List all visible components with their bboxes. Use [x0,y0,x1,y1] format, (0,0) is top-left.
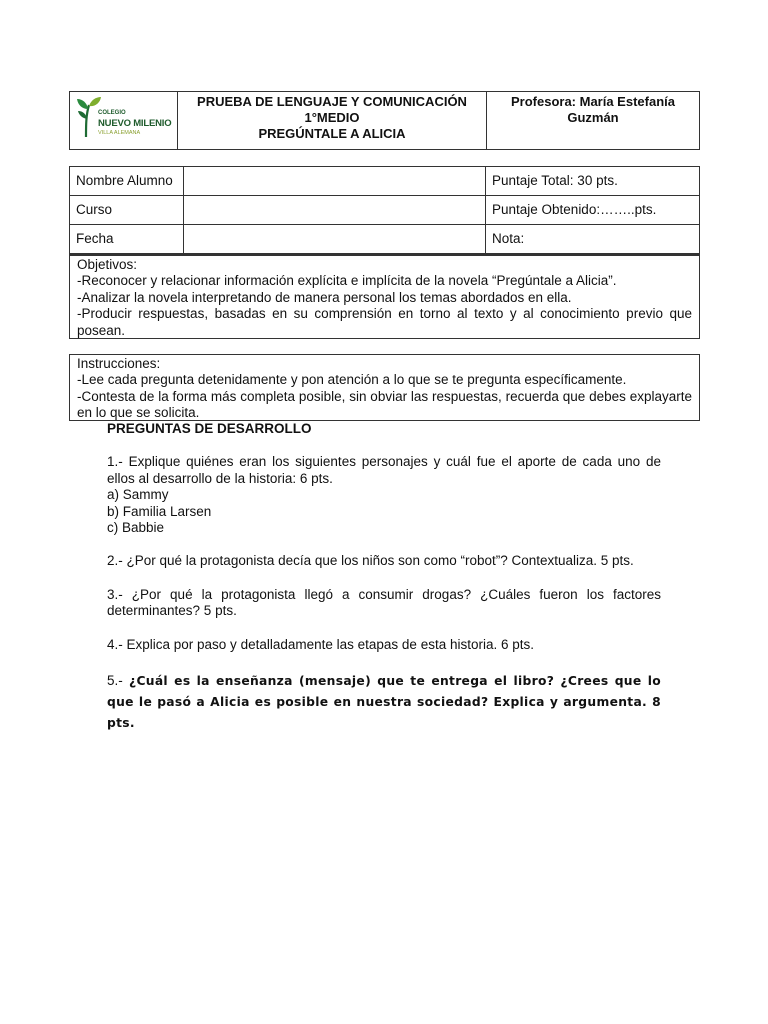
teacher-line-1: Profesora: María Estefanía [510,94,675,109]
question-1-option: a) Sammy [107,487,169,503]
exam-title-line-2: 1°MEDIO [304,110,360,125]
student-name-field[interactable] [184,167,486,196]
question-2: 2.- ¿Por qué la protagonista decía que los niños son como “robot”? Contextualiza. 5 pts. [107,553,634,569]
objectives-box [69,254,700,339]
date-label: Fecha [70,225,184,254]
logo-line-1: COLEGIO [98,110,126,116]
questions-section [107,421,661,734]
teacher-line-2: Guzmán [567,110,619,125]
total-score-label: Puntaje Total: 30 pts. [486,167,700,196]
question-5 [107,670,661,734]
table-row [70,196,700,225]
student-name-label: Nombre Alumno [70,167,184,196]
course-label: Curso [70,196,184,225]
logo-line-3: VILLA ALEMANA [98,130,141,136]
exam-title-line-3: PREGÚNTALE A ALICIA [258,126,406,141]
teacher-cell [487,92,700,150]
course-field[interactable] [184,196,486,225]
objective-item: -Reconocer y relacionar información explícita e implícita de la novela “Pregúntale a Alicia”. [77,273,617,289]
question-1: 1.- Explique quiénes eran los siguientes personajes y cuál fue el aporte de cada uno de ellos al desarrollo de la historia: 6 pts. [107,454,661,486]
question-3: 3.- ¿Por qué la protagonista llegó a consumir drogas? ¿Cuáles fueron los factores determinantes? 5 pts. [107,586,661,619]
question-5-number: 5.- [107,673,123,689]
table-row [70,167,700,196]
instructions-box [69,354,700,421]
section-title: PREGUNTAS DE DESARROLLO [107,421,312,436]
grade-label: Nota: [486,225,700,254]
instruction-item: -Lee cada pregunta detenidamente y pon atención a lo que se te pregunta específicamente. [77,372,627,388]
date-field[interactable] [184,225,486,254]
instructions-title: Instrucciones: [77,356,161,371]
student-info-table [69,166,700,254]
logo-line-2: NUEVO MILENIO [98,118,172,129]
objective-item: -Producir respuestas, basadas en su comprensión en torno al texto y al conocimiento previo que posean. [77,306,692,338]
obtained-score-label: Puntaje Obtenido:……..pts. [486,196,700,225]
question-4: 4.- Explica por paso y detalladamente las etapas de esta historia. 6 pts. [107,636,534,652]
header-table [69,91,700,150]
objectives-title: Objetivos: [77,257,138,272]
school-logo [70,92,177,149]
instruction-item: -Contesta de la forma más completa posible, sin obviar las respuestas, recuerda que debes explayarte en lo que se solicita. [77,388,692,421]
table-row [70,225,700,254]
objective-item: -Analizar la novela interpretando de manera personal los temas abordados en ella. [77,289,572,305]
exam-title-line-1: PRUEBA DE LENGUAJE Y COMUNICACIÓN [197,94,467,109]
logo-cell [70,92,178,150]
question-1-option: c) Babbie [107,520,165,536]
exam-title-cell [178,92,487,150]
question-1-option: b) Familia Larsen [107,503,212,519]
question-5-text: ¿Cuál es la enseñanza (mensaje) que te entrega el libro? ¿Crees que lo que le pasó a Alicia es posible en nuestra sociedad? Explica y argumenta. 8 pts. [107,674,661,731]
